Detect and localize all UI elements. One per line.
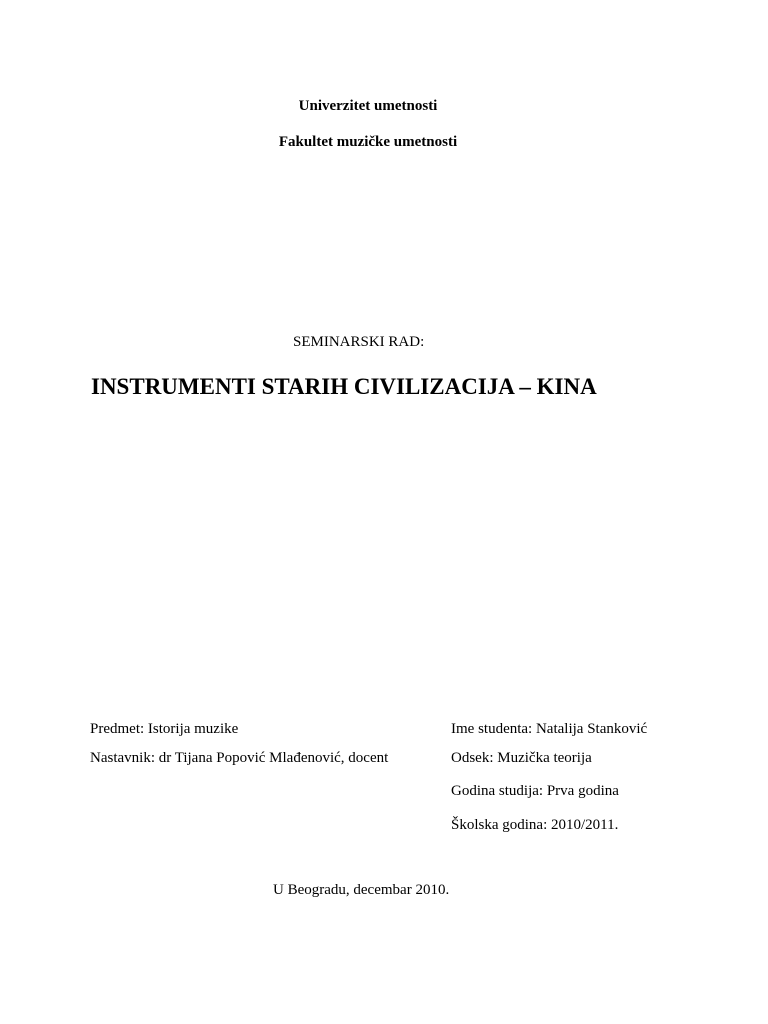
study-year-line: Godina studija: Prva godina: [451, 783, 619, 799]
student-name-line: Ime studenta: Natalija Stanković: [451, 721, 648, 737]
paper-type-label: SEMINARSKI RAD:: [293, 334, 425, 350]
faculty-name: Fakultet muzičke umetnosti: [278, 134, 458, 150]
university-name: Univerzitet umetnosti: [298, 98, 438, 114]
paper-title: INSTRUMENTI STARIH CIVILIZACIJA – KINA: [91, 374, 597, 399]
subject-line: Predmet: Istorija muzike: [90, 721, 239, 737]
school-year-line: Školska godina: 2010/2011.: [451, 817, 619, 833]
teacher-line: Nastavnik: dr Tijana Popović Mlađenović, docent: [90, 750, 389, 766]
place-date-line: U Beogradu, decembar 2010.: [273, 882, 450, 898]
department-line: Odsek: Muzička teorija: [451, 750, 592, 766]
